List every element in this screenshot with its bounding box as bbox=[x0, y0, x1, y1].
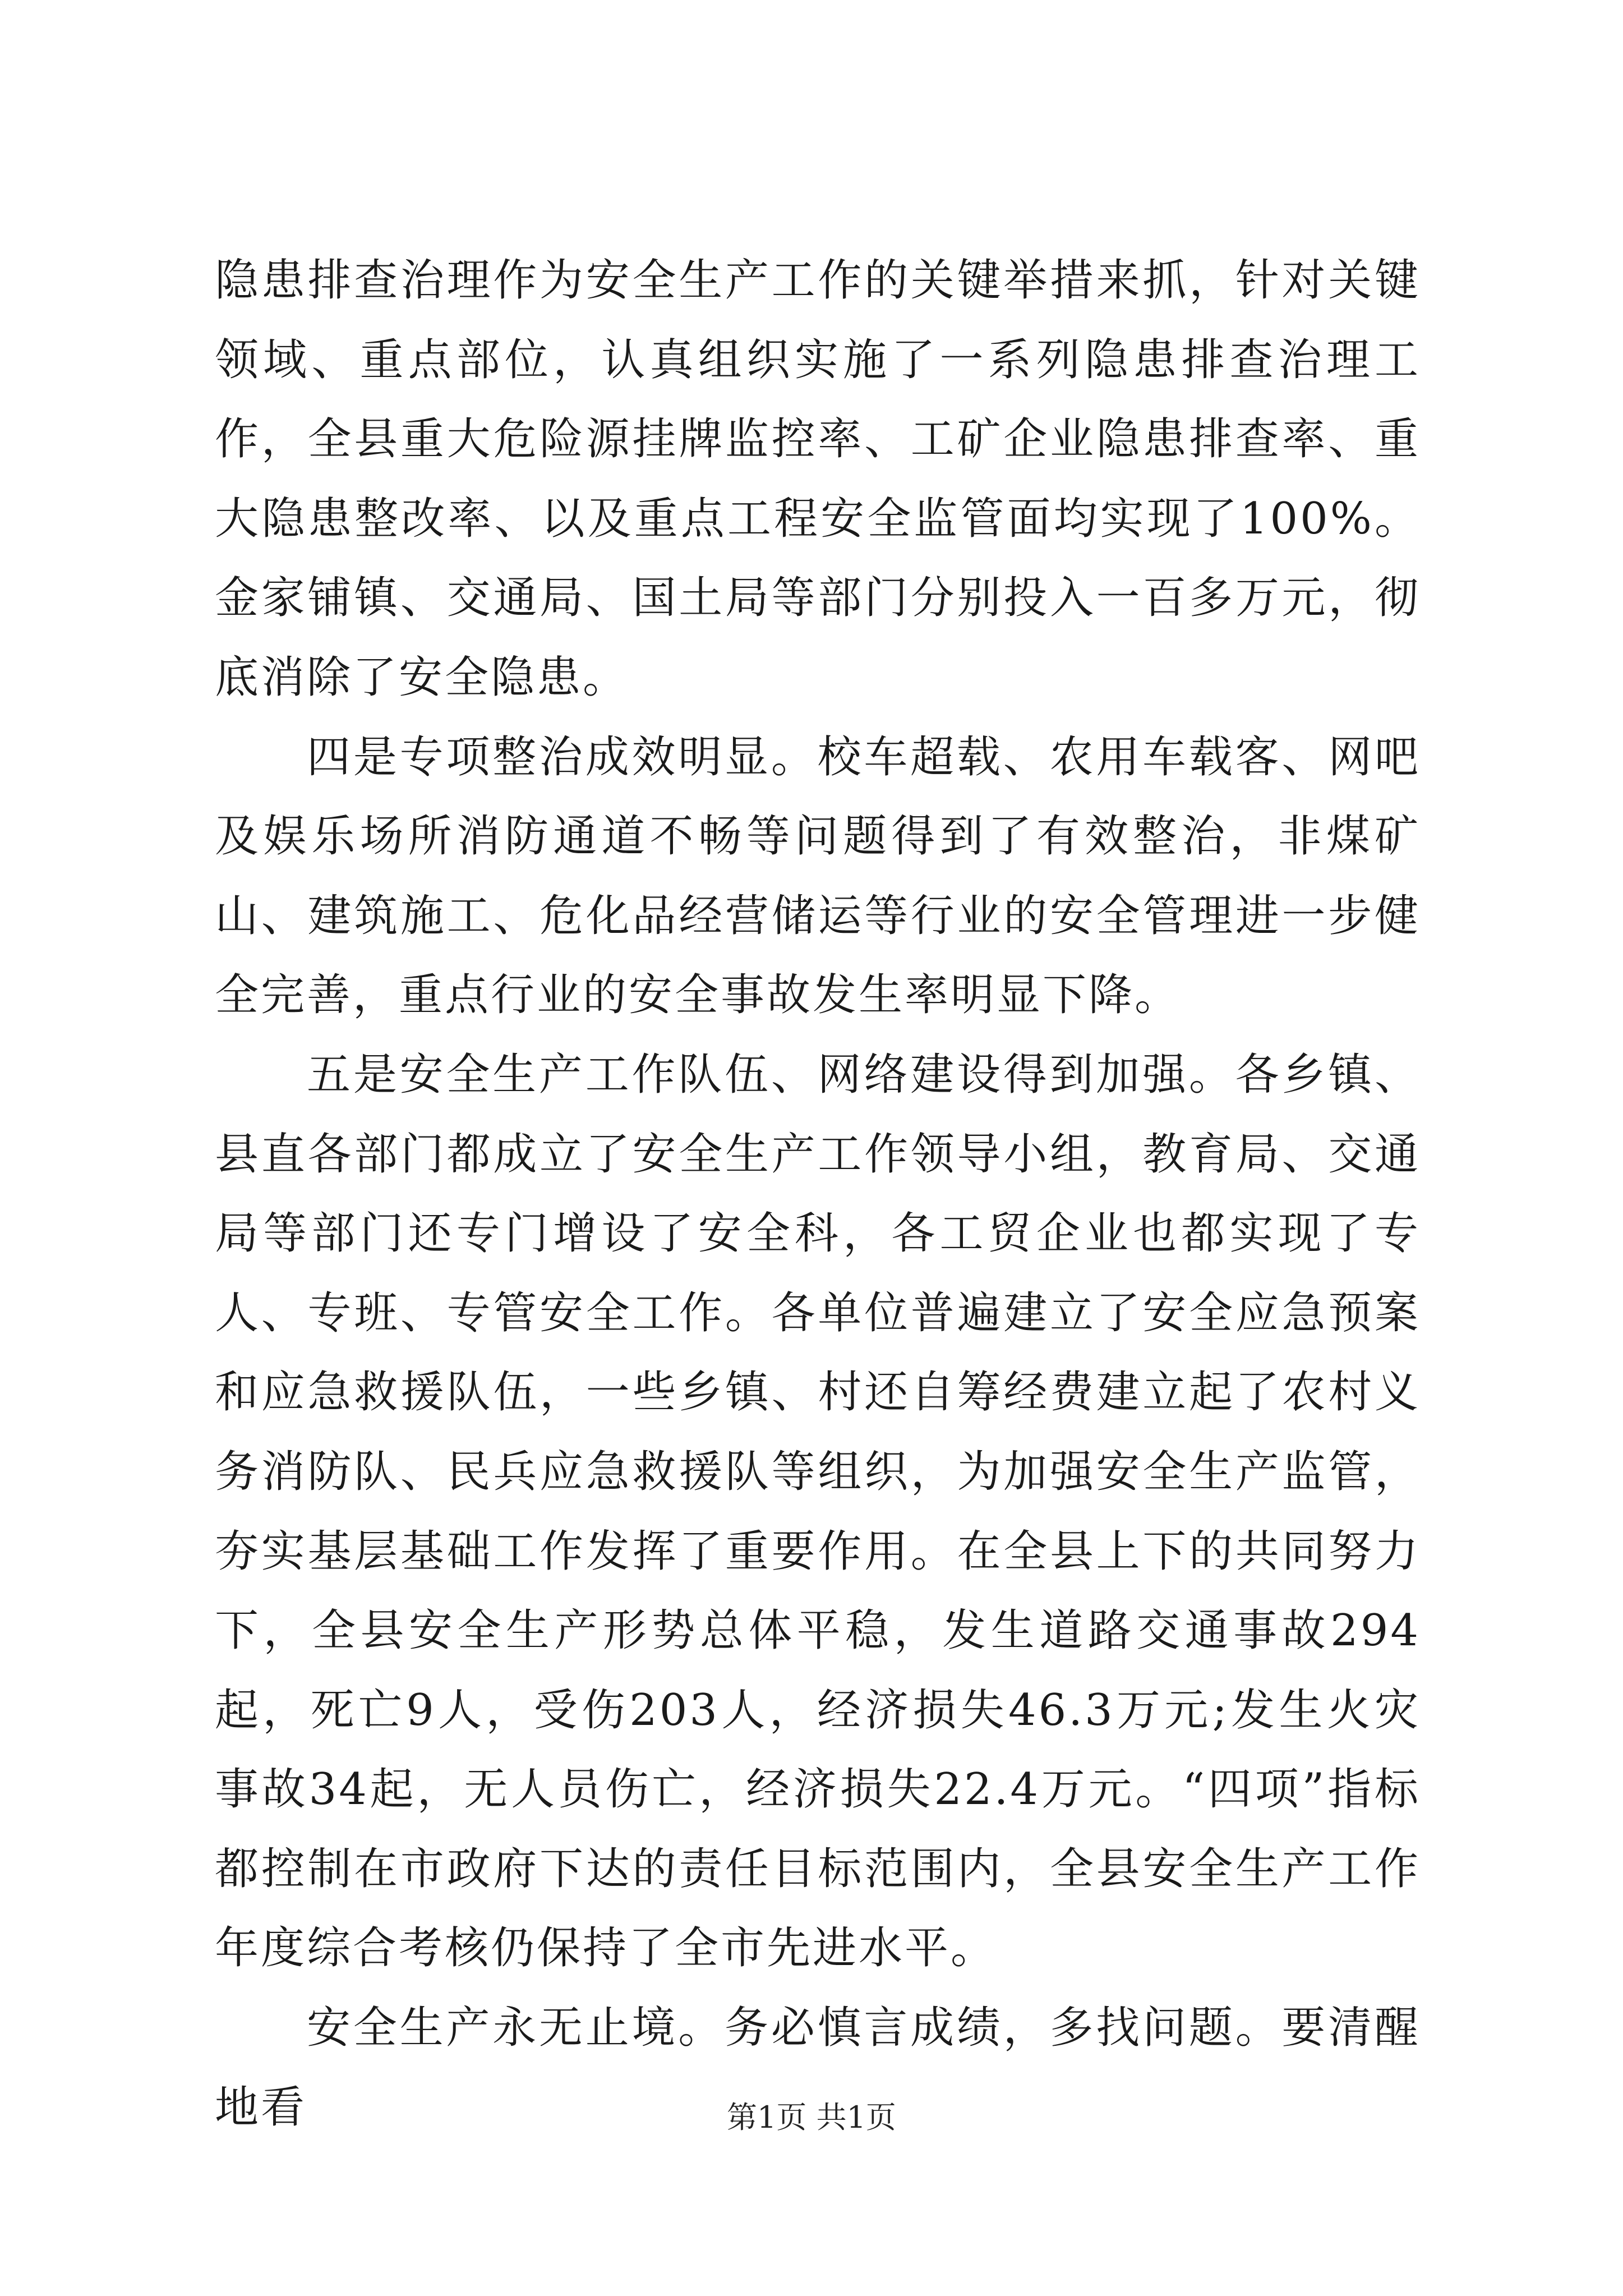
paragraph-2: 四是专项整治成效明显。校车超载、农用车载客、网吧及娱乐场所消防通道不畅等问题得到了有效整治，非煤矿山、建筑施工、危化品经营储运等行业的安全管理进一步健全完善，重点行业的安全事故发生率明显下降。 bbox=[215, 731, 1421, 1021]
document-body bbox=[215, 241, 1421, 2147]
page-footer: 第1页 共1页 bbox=[727, 2100, 896, 2135]
paragraph-3: 五是安全生产工作队伍、网络建设得到加强。各乡镇、县直各部门都成立了安全生产工作领导小组，教育局、交通局等部门还专门增设了安全科，各工贸企业也都实现了专人、专班、专管安全工作。各单位普遍建立了安全应急预案和应急救援队伍，一些乡镇、村还自筹经费建立起了农村义务消防队、民兵应急救援队等组织，为加强安全生产监管，夯实基层基础工作发挥了重要作用。在全县上下的共同努力下，全县安全生产形势总体平稳，发生道路交通事故294起，死亡9人，受伤203人，经济损失46.3万元;发生火灾事故34起，无人员伤亡，经济损失22.4万元。“四项”指标都控制在市政府下达的责任目标范围内，全县安全生产工作年度综合考核仍保持了全市先进水平。 bbox=[215, 1049, 1421, 1974]
paragraph-1: 隐患排查治理作为安全生产工作的关键举措来抓，针对关键领域、重点部位，认真组织实施了一系列隐患排查治理工作，全县重大危险源挂牌监控率、工矿企业隐患排查率、重大隐患整改率、以及重点工程安全监管面均实现了100%。金家铺镇、交通局、国土局等部门分别投入一百多万元，彻底消除了安全隐患。 bbox=[215, 255, 1421, 703]
paragraph-4: 安全生产永无止境。务必慎言成绩，多找问题。要清醒地看 bbox=[215, 2003, 1421, 2133]
